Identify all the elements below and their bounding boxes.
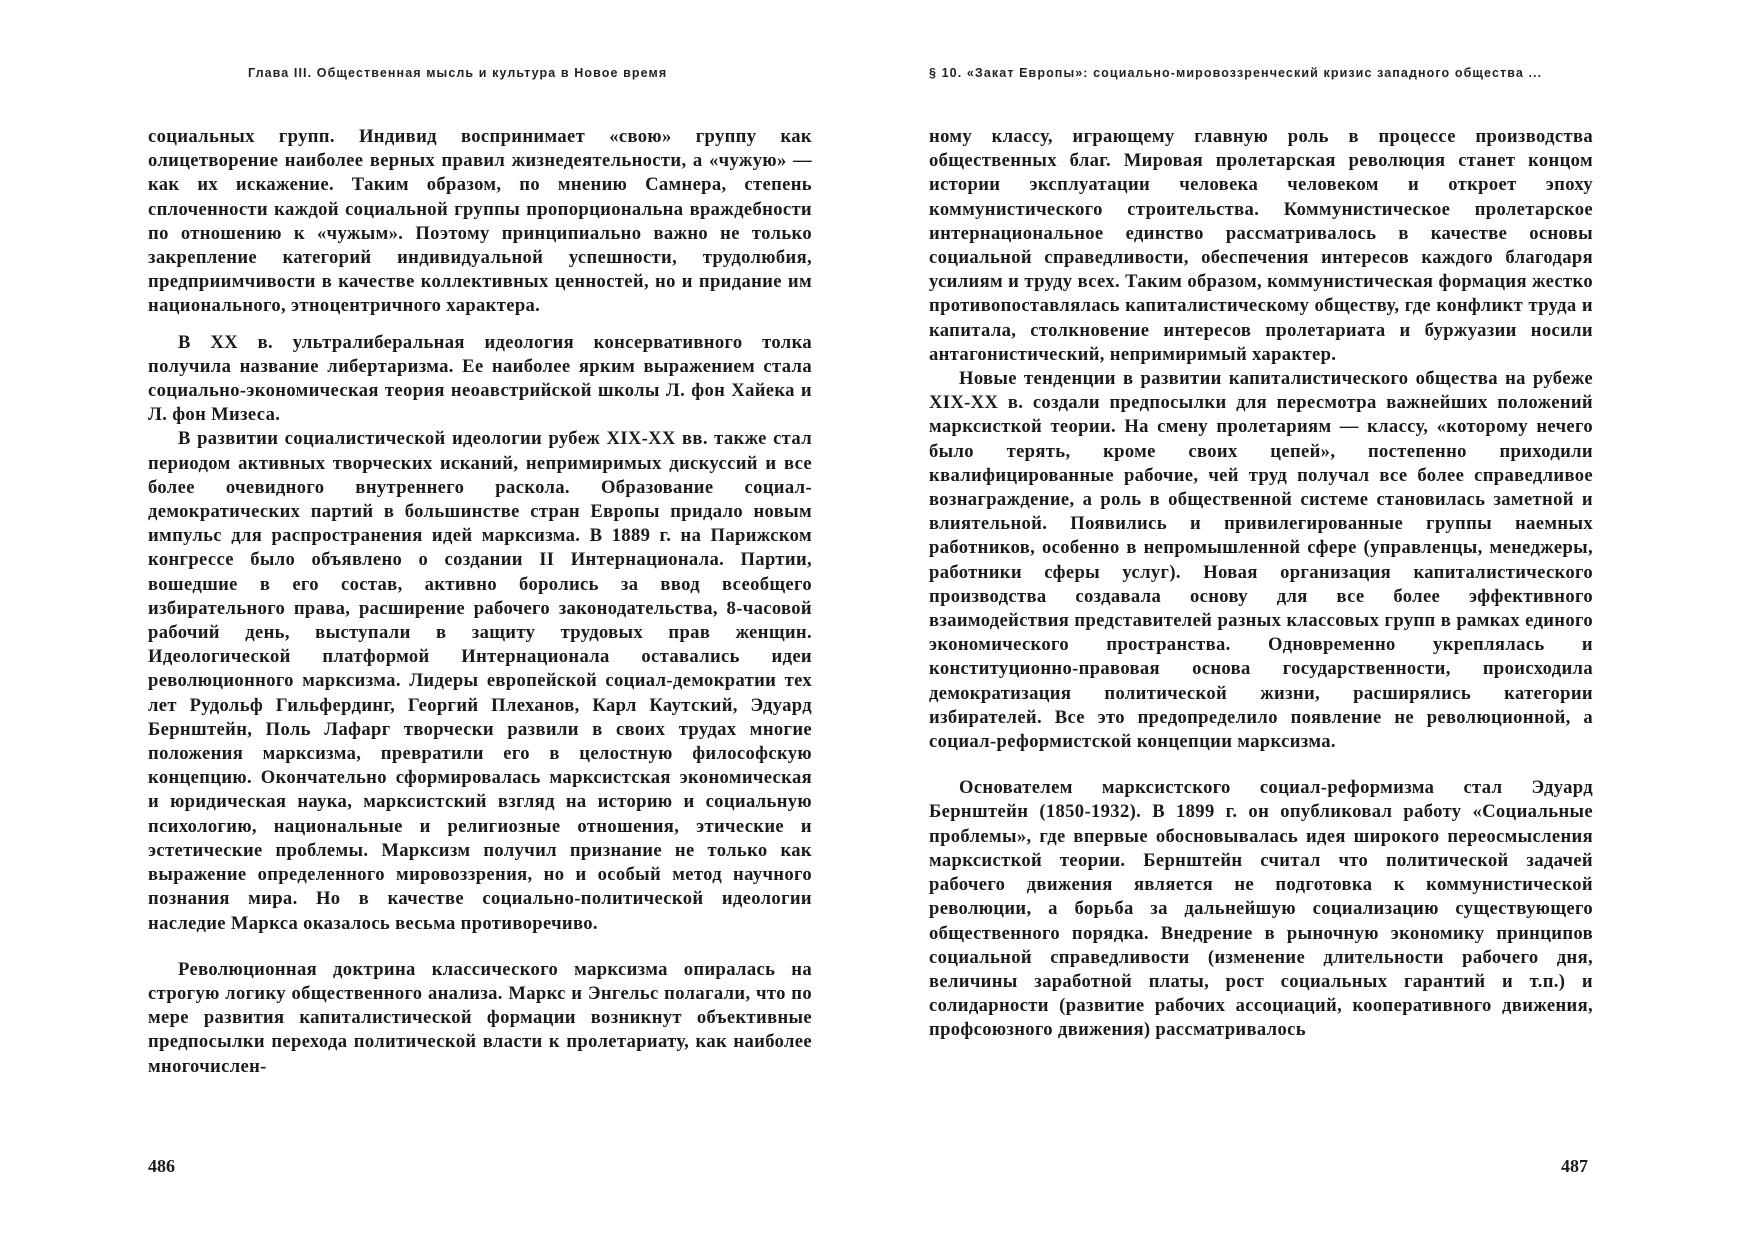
running-header-left: Глава III. Общественная мысль и культура в Новое время: [248, 66, 668, 80]
paragraph: социальных групп. Индивид воспринимает «свою» группу как олицетворение наиболее верных правил жизнедеятельности, а «чужую» — как их искажение. Таким образом, по мнению Самнера, степень сплоченности каждой социальной группы пропорциональна враждебности по отношению к «чужым». Поэтому принципиально важно не только закрепление категорий индивидуальной успешности, трудолюбия, предприимчивости в качестве коллективных ценностей, но и придание им национального, этноцентричного характера.: [148, 126, 812, 317]
running-header-right: § 10. «Закат Европы»: социально-мировоззренческий кризис западного общества ...: [929, 66, 1543, 80]
paragraph: В развитии социалистической идеологии рубеж XIX-XX вв. также стал периодом активных творческих исканий, непримиримых дискуссий и все более очевидного внутреннего раскола. Образование социал-демократических партий в большинстве стран Европы придало новым импульс для распространения идей марксизма. В 1889 г. на Парижском конгрессе было объявлено о создании II Интернационала. Партии, вошедшие в его состав, активно боролись за ввод всеобщего избирательного права, расширение рабочего законодательства, 8-часовой рабочий день, выступали в защиту трудовых прав женщин. Идеологической платформой Интернационала оставались идеи революционного марксизма. Лидеры европейской социал-демократии тех лет Рудольф Гильфердинг, Георгий Плеханов, Карл Каутский, Эдуард Бернштейн, Поль Лафарг творчески развили в своих трудах многие положения марксизма, превратили его в целостную философскую концепцию. Окончательно сформировалась марксистская экономическая и юридическая наука, марксистский взгляд на историю и социальную психологию, национальные и религиозные отношения, этические и эстетические проблемы. Марксизм получил признание не только как выражение определенного мировоззрения, но и особый метод научного познания мира. Но в качестве социально-политической идеологии наследие Маркса оказалось весьма противоречиво.: [148, 428, 812, 934]
paragraph: ному классу, играющему главную роль в процессе производства общественных благ. Мировая пролетарская революция станет концом истории эксплуатации человека человеком и откроет эпоху коммунистического строительства. Коммунистическое пролетарское интернациональное единство рассматривалось в качестве основы социальной справедливости, обеспечения интересов каждого благодаря усилиям и труду всех. Таким образом, коммунистическая формация жестко противопоставлялась капиталистическому обществу, где конфликт труда и капитала, столкновение интересов пролетариата и буржуазии носили антагонистический, непримиримый характер.: [929, 126, 1593, 365]
paragraph: В XX в. ультралиберальная идеология консервативного толка получила название либертаризма. Ее наиболее ярким выражением стала социально-экономическая теория неоавстрийской школы Л. фон Хайека и Л. фон Мизеса.: [148, 331, 812, 426]
paragraph: Основателем марксистского социал-реформизма стал Эдуард Бернштейн (1850-1932). В 1899 г. он опубликовал работу «Социальные проблемы», где впервые обосновывалась идея широкого переосмысления марксисткой теории. Бернштейн считал что политической задачей рабочего движения является не подготовка к коммунистической революции, а борьба за дальнейшую социализацию существующего общественного порядка. Внедрение в рыночную экономику принципов социальной справедливости (изменение длительности рабочего дня, величины заработной платы, рост социальных гарантий и т.п.) и солидарности (развитие рабочих ассоциаций, кооперативного движения, профсоюзного движения) рассматривалось: [929, 777, 1593, 1041]
right-page: [877, 0, 1754, 1239]
paragraph: Революционная доктрина классического марксизма опиралась на строгую логику общественного анализа. Маркс и Энгельс полагали, что по мере развития капиталистической формации возникнут объективные предпосылки перехода политической власти к пролетариату, как наиболее многочислен-: [148, 958, 812, 1077]
left-page-body: [148, 125, 812, 1079]
page-number-left: 486: [148, 1156, 175, 1176]
page-number-right: 487: [1561, 1156, 1588, 1176]
paragraph: Новые тенденции в развитии капиталистического общества на рубеже XIX-XX в. создали предпосылки для пересмотра важнейших положений марксисткой теории. На смену пролетариям — классу, «которому нечего было терять, кроме своих цепей», постепенно приходили квалифицированные рабочие, чей труд получал все более справедливое вознаграждение, а роль в общественной системе становилась заметной и влиятельной. Появились и привилегированные группы наемных работников, особенно в непромышленной сфере (управленцы, менеджеры, работники сферы услуг). Новая организация капиталистического производства создавала основу для все более эффективного взаимодействия представителей разных классовых групп в рамках единого экономического пространства. Одновременно укреплялась и конституционно-правовая основа государственности, происходила демократизация политической жизни, расширялись категории избирателей. Все это предопределило появление не революционной, а социал-реформистской концепции марксизма.: [929, 368, 1593, 753]
right-page-body: [929, 125, 1593, 1043]
